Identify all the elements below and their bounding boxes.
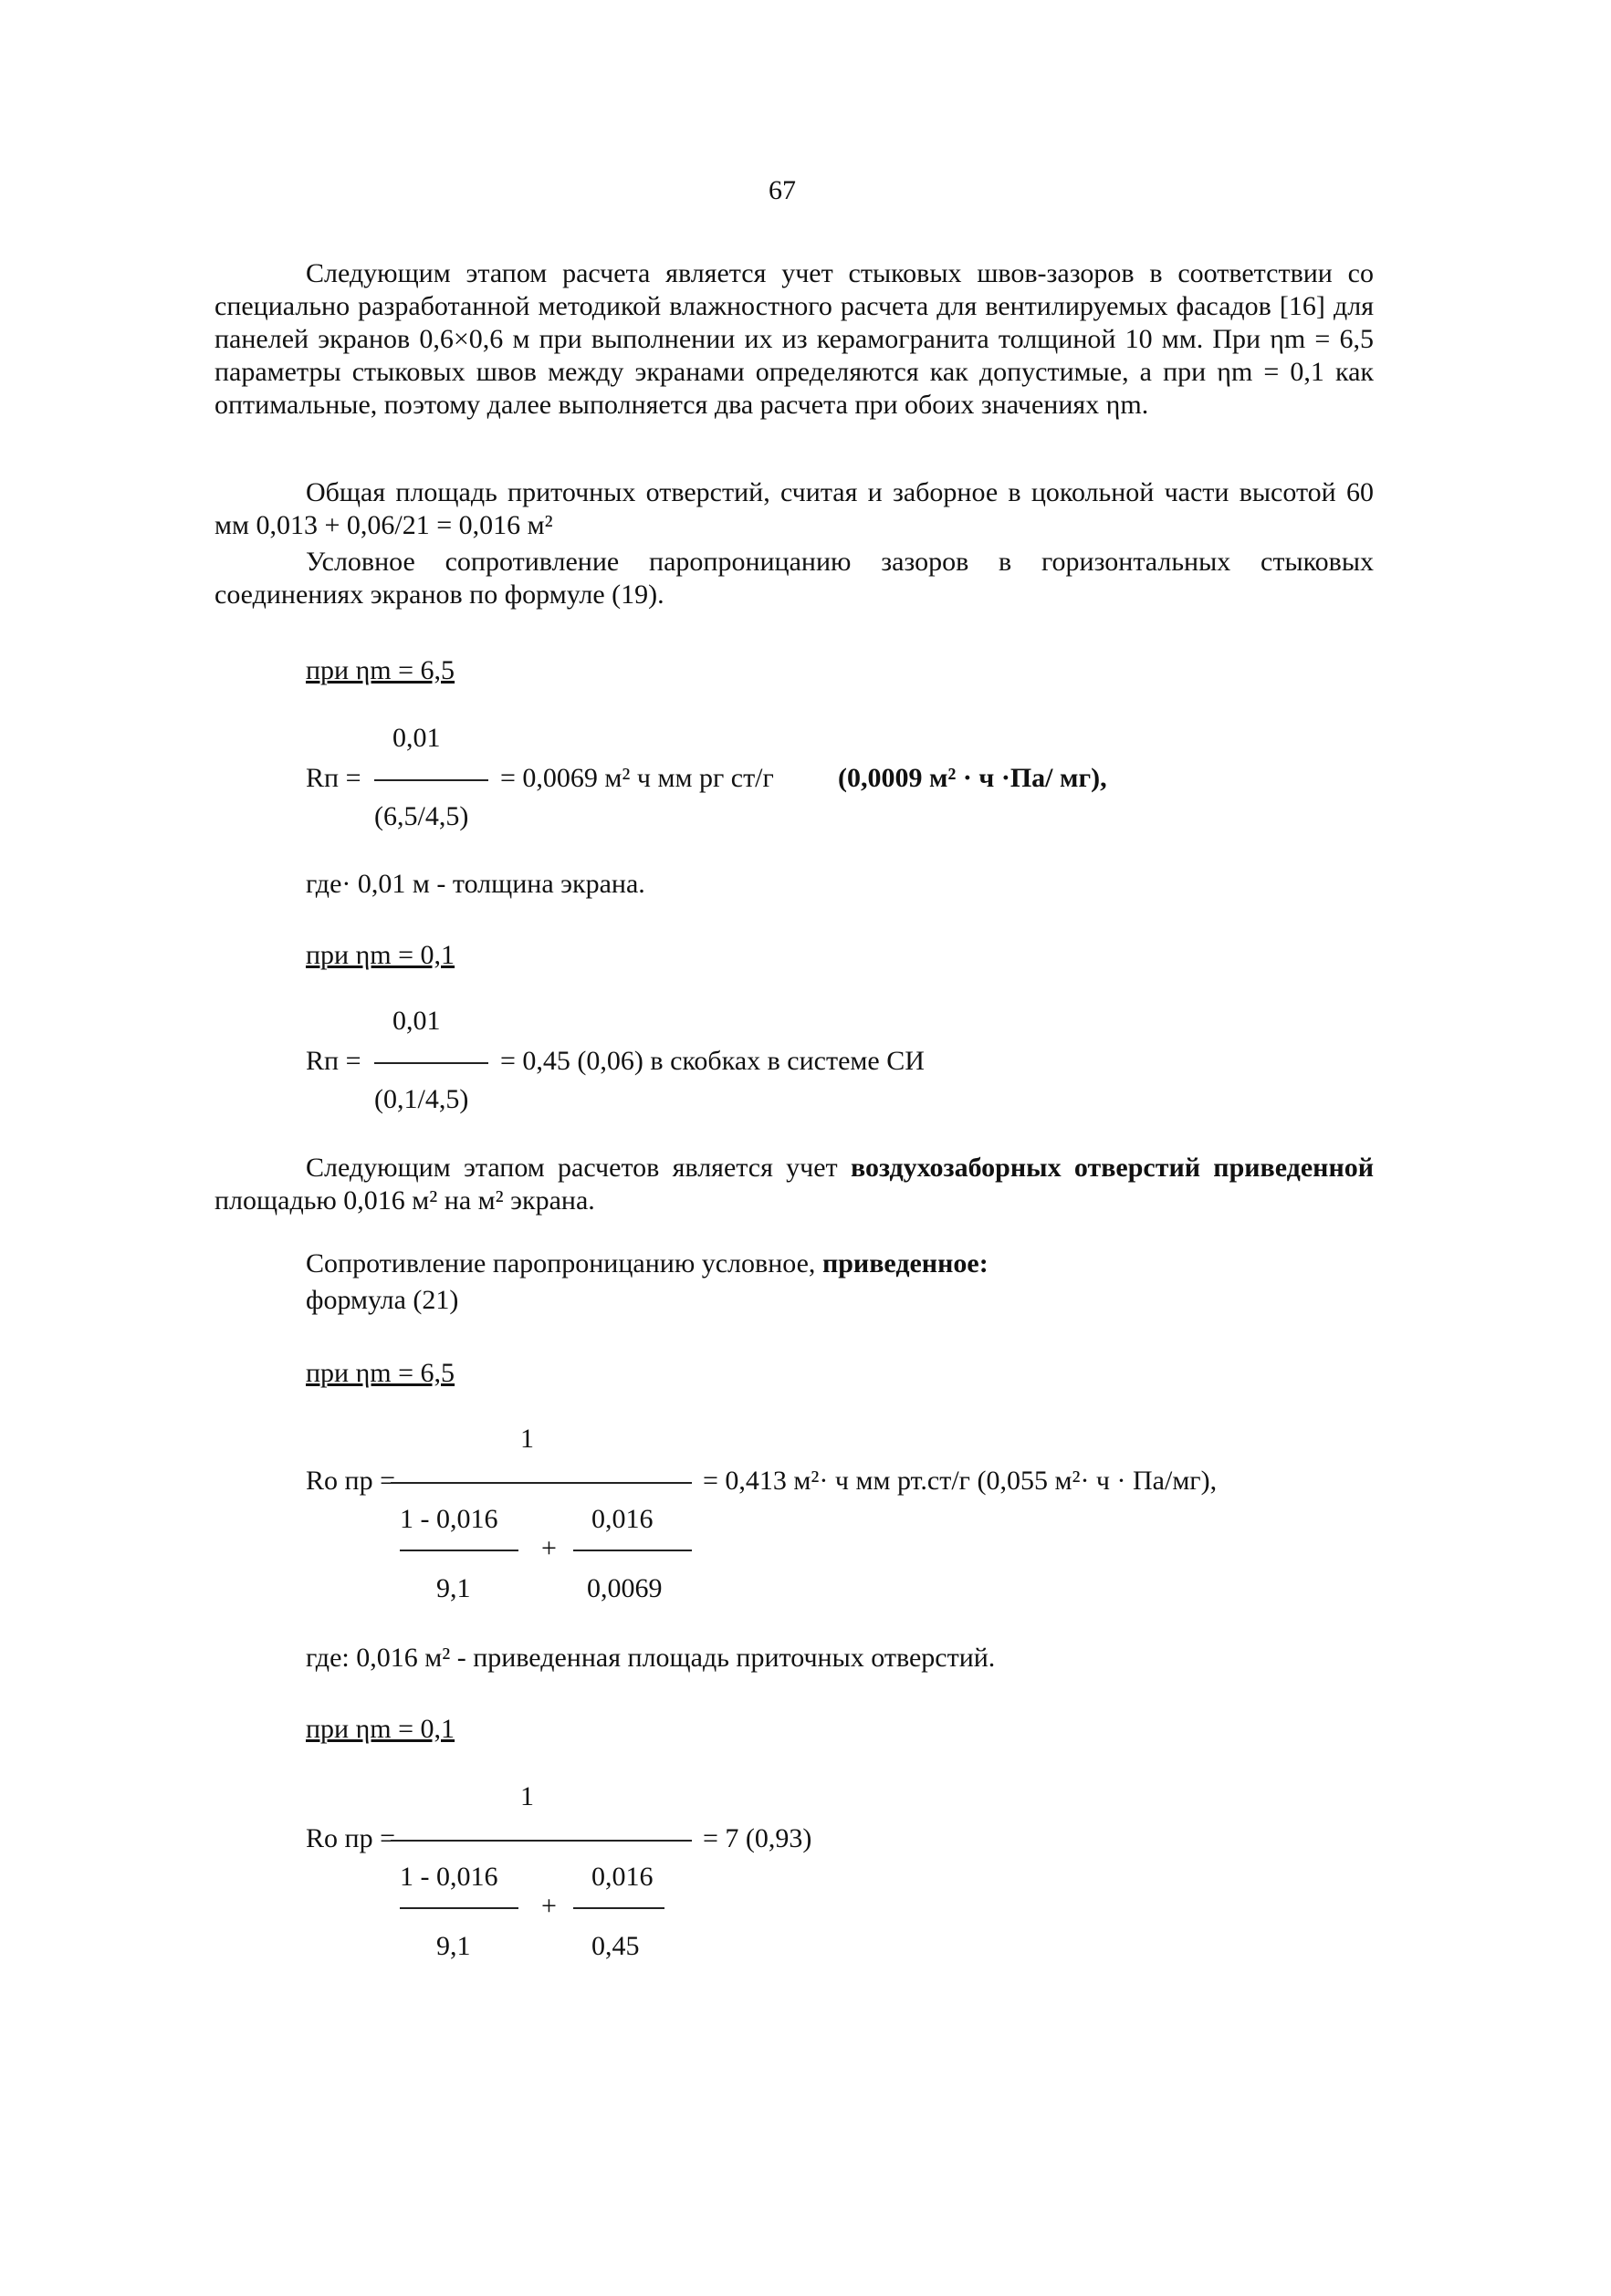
where-thickness: где· 0,01 м - толщина экрана. — [306, 869, 645, 899]
paragraph-text-end: площадью 0,016 м² на м² экрана. — [214, 1185, 595, 1216]
paragraph-uslovnoe-soprotivlenie: Условное сопротивление паропроницанию зазоров в горизонтальных стыковых соединениях экранов по формуле (19). — [214, 547, 1374, 610]
main-fraction-bar — [391, 1840, 692, 1842]
sub-denominator-right: 0,0069 — [587, 1573, 663, 1603]
equation-numerator: 1 — [520, 1781, 534, 1811]
equation-denominator: (0,1/4,5) — [374, 1084, 469, 1114]
equation-lhs: Rп = — [306, 1046, 361, 1076]
paragraph-emphasis: воздухозаборных отверстий приведенной — [850, 1153, 1375, 1183]
equation-result: = 0,45 (0,06) в скобках в системе СИ — [500, 1046, 925, 1076]
case-eta-0-1-reduced: при ηm = 0,1 — [306, 1714, 455, 1744]
paragraph-ploshchad-otverstiy: Общая площадь приточных отверстий, считая и заборное в цокольной части высотой 60 мм 0,013 + 0,06/21 = 0,016 м² — [214, 477, 1374, 540]
equation-result: = 0,413 м²· ч мм рт.ст/г (0,055 м²· ч · Па/мг), — [703, 1466, 1218, 1496]
paragraph-text: Следующим этапом расчетов является учет — [306, 1153, 838, 1183]
sub-numerator-left: 1 - 0,016 — [400, 1504, 498, 1534]
case-eta-6-5: при ηm = 6,5 — [306, 655, 455, 685]
sub-fraction-bar-left — [400, 1550, 518, 1551]
equation-result: = 7 (0,93) — [703, 1823, 812, 1853]
equation-denominator: (6,5/4,5) — [374, 801, 469, 831]
paragraph-vozdukhozabornye — [214, 1152, 1374, 1217]
sub-numerator-right: 0,016 — [591, 1862, 654, 1892]
equation-lhs: Rо пр = — [306, 1823, 395, 1853]
fraction-bar — [374, 779, 488, 781]
sub-numerator-left: 1 - 0,016 — [400, 1862, 498, 1892]
sub-denominator-right: 0,45 — [591, 1931, 640, 1961]
paragraph-stykovye-shvy: Следующим этапом расчета является учет стыковых швов-зазоров в соответствии со специально разработанной методикой влажностного расчета для вентилируемых фасадов [16] для панелей экранов 0,6×0,6 м при выполнении их из керамогранита толщиной 10 мм. При ηm = 6,5 параметры стыковых швов между экранами определяются как допустимые, а при ηm = 0,1 как оптимальные, поэтому далее выполняется два расчета при обоих значениях ηm. — [214, 258, 1374, 420]
equation-lhs: Rо пр = — [306, 1466, 395, 1496]
sub-denominator-left: 9,1 — [436, 1931, 471, 1961]
equation-result-si: (0,0009 м² · ч ·Па/ мг), — [838, 763, 1107, 793]
label-emphasis: приведенное: — [821, 1248, 989, 1278]
plus-sign: + — [541, 1891, 557, 1921]
equation-lhs: Rп = — [306, 763, 361, 793]
page-number: 67 — [769, 175, 796, 205]
sub-denominator-left: 9,1 — [436, 1573, 471, 1603]
label-text: Сопротивление паропроницанию условное, — [306, 1248, 816, 1278]
case-eta-6-5-reduced: при ηm = 6,5 — [306, 1358, 455, 1388]
sub-fraction-bar-right — [573, 1907, 664, 1909]
sub-numerator-right: 0,016 — [591, 1504, 654, 1534]
equation-result: = 0,0069 м² ч мм рг ст/г — [500, 763, 774, 793]
equation-numerator: 0,01 — [392, 723, 441, 753]
resistance-label — [306, 1248, 989, 1279]
equation-numerator: 1 — [520, 1424, 534, 1454]
plus-sign: + — [541, 1533, 557, 1563]
case-eta-0-1: при ηm = 0,1 — [306, 940, 455, 970]
fraction-bar — [374, 1062, 488, 1064]
where-area: где: 0,016 м² - приведенная площадь приточных отверстий. — [306, 1643, 996, 1673]
sub-fraction-bar-right — [573, 1550, 692, 1551]
sub-fraction-bar-left — [400, 1907, 518, 1909]
main-fraction-bar — [391, 1482, 692, 1484]
equation-numerator: 0,01 — [392, 1006, 441, 1036]
formula-reference: формула (21) — [306, 1285, 459, 1315]
